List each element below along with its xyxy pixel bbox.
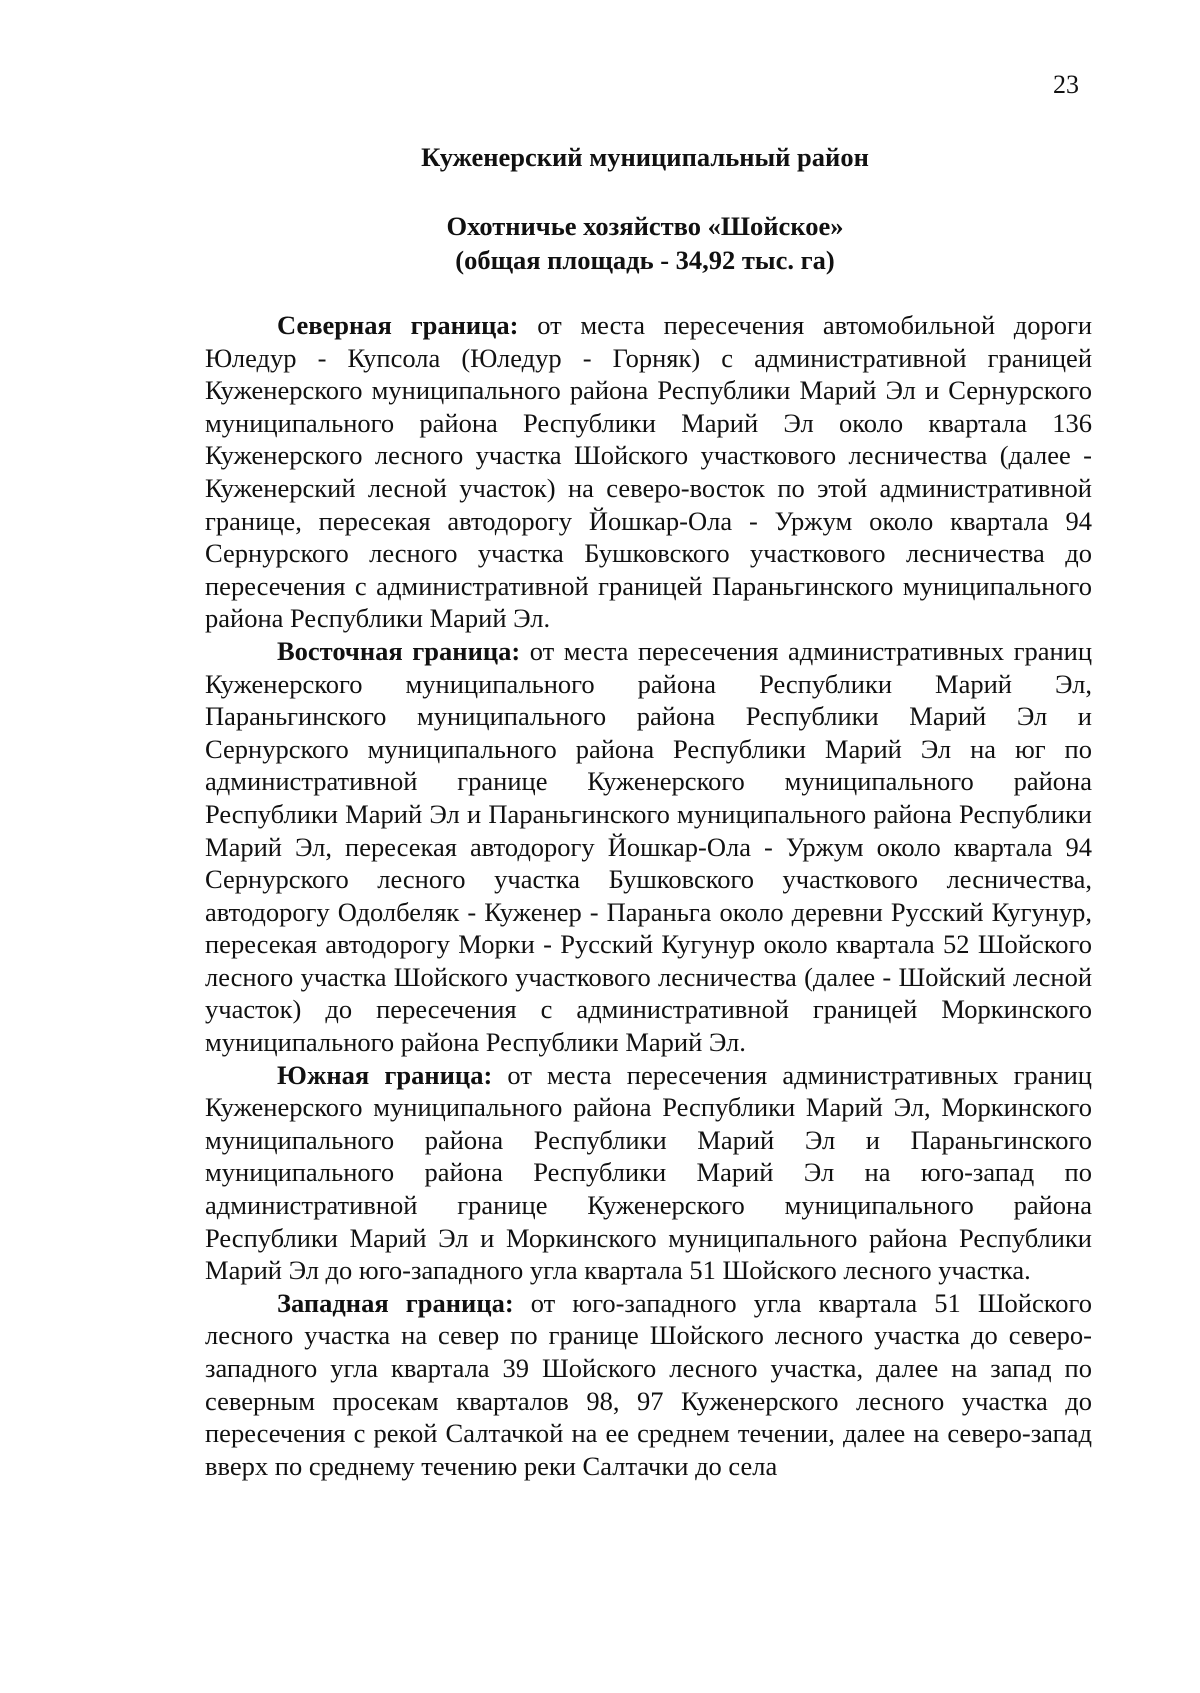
north-boundary-label: Северная граница: [277,310,519,340]
north-boundary-paragraph [205,309,1092,635]
south-boundary-paragraph [205,1059,1092,1287]
west-boundary-text: от юго-западного угла квартала 51 Шойского лесного участка на север по границе Шойского лесного участка до северо-западного угла квартала 39 Шойского лесного участка, далее на запад по северным просекам кварталов 98, 97 Куженерского лесного участка до пересечения с рекой Салтачкой на ее среднем течении, далее на северо-запад вверх по среднему течению реки Салтачки до села [205,1287,1092,1481]
boundary-description [205,309,1092,1482]
south-boundary-text: от места пересечения административных границ Куженерского муниципального района Республики Марий Эл, Моркинского муниципального района Республики Марий Эл и Параньгинского муниципального района Республики Марий Эл на юго-запад по административной границе Куженерского муниципального района Республики Марий Эл и Моркинского муниципального района Республики Марий Эл до юго-западного угла квартала 51 Шойского лесного участка. [205,1059,1092,1286]
page-number: 23 [1053,70,1079,99]
north-boundary-text: от места пересечения автомобильной дороги Юледур - Купсола (Юледур - Горняк) с административной границей Куженерского муниципального района Республики Марий Эл и Сернурского муниципального района Республики Марий Эл около квартала 136 Куженерского лесного участка Шойского участкового лесничества (далее - Куженерский лесной участок) на северо-восток по этой административной границе, пересекая автодорогу Йошкар-Ола - Уржум около квартала 94 Сернурского лесного участка Бушковского участкового лесничества до пересечения с административной границей Параньгинского муниципального района Республики Марий Эл. [205,310,1093,634]
west-boundary-label: Западная граница: [277,1287,514,1318]
east-boundary-paragraph [205,635,1092,1059]
west-boundary-paragraph [205,1287,1092,1483]
east-boundary-label: Восточная граница: [277,635,521,666]
south-boundary-label: Южная граница: [277,1059,493,1090]
district-heading: Куженерский муниципальный район [421,142,869,172]
east-boundary-text: от места пересечения административных границ Куженерского муниципального района Республики Марий Эл, Параньгинского муниципального района Республики Марий Эл и Сернурского муниципального района Республики Марий Эл на юг по административной границе Куженерского муниципального района Республики Марий Эл и Параньгинского муниципального района Республики Марий Эл, пересекая автодорогу Йошкар-Ола - Уржум около квартала 94 Сернурского лесного участка Бушковского участкового лесничества, автодорогу Одолбеляк - Куженер - Параньга около деревни Русский Кугунур, пересекая автодорогу Морки - Русский Кугунур около квартала 52 Шойского лесного участка Шойского участкового лесничества (далее - Шойский лесной участок) до пересечения с административной границей Моркинского муниципального района Республики Марий Эл. [205,635,1092,1058]
hunting-farm-heading: Охотничье хозяйство «Шойское» [446,211,844,241]
total-area-heading: (общая площадь - 34,92 тыс. га) [455,245,835,275]
